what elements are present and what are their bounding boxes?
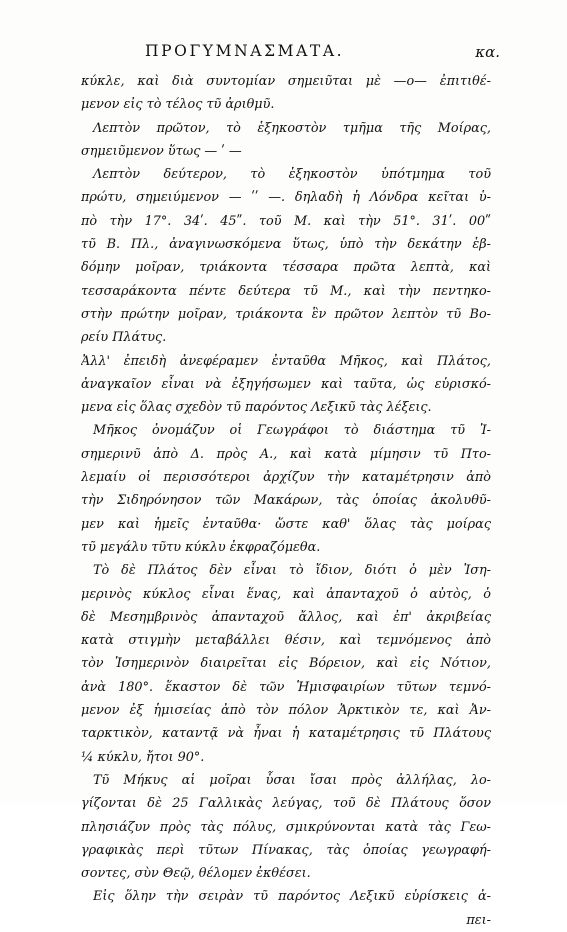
paragraph — [81, 559, 491, 769]
running-title: ΠΡΟΓΥΜΝΑΣΜΑΤΑ. — [145, 42, 345, 60]
text-line: μεν καὶ ἡμεῖς ἐνταῦθα· ὥστε καθ' ὅλας τὰς μοίρας — [81, 516, 491, 532]
page-number: κα. — [475, 43, 500, 61]
paragraph — [81, 163, 491, 349]
text-line: ἀνὰ 180°. ἕκαστον δὲ τῶν Ἡμισφαιρίων τῦτων τεμνό- — [81, 679, 491, 695]
text-line: τεσσαράκοντα πέντε δεύτερα τῦ Μ., καὶ τὴν πεντηκο- — [81, 283, 491, 299]
text-line: ρείυ Πλάτυς. — [81, 330, 167, 346]
text-line: σημειῦμενον ὕτως — ʹ — — [81, 143, 242, 159]
text-line: Τῦ Μήκυς αἱ μοῖραι ὗσαι ἴσαι πρὸς ἀλλήλας, λο- — [93, 772, 491, 788]
text-line: Τὸ δὲ Πλάτος δὲν εἶναι τὸ ἴδιον, διότι ὁ μὲν Ἰση- — [93, 563, 491, 579]
text-line: σοντες, σὺν Θεῷ, θέλομεν ἐκθέσει. — [81, 866, 311, 882]
text-line: πρώτυ, σημειύμενον — ʹʹ —. δηλαδὴ ἡ Λόνδρα κεῖται ὑ- — [81, 190, 491, 206]
text-line: τὸν Ἰσημερινὸν διαιρεῖται εἰς Βόρειον, καὶ εἰς Νότιον, — [81, 656, 491, 672]
text-line: Λεπτὸν δεύτερον, τὸ ἑξηκοστὸν ὑπότμημα τοῦ — [93, 167, 491, 183]
paragraph — [81, 885, 491, 932]
text-line: πλησιάζυν πρὸς τὰς πόλυς, σμικρύνονται κατὰ τὰς Γεω- — [81, 819, 491, 835]
text-line: ἀναγκαῖον εἶναι νὰ ἐξηγήσωμεν καὶ ταῦτα, ὡς εὑρισκό- — [81, 376, 491, 392]
text-line: Εἰς ὅλην τὴν σειρὰν τῦ παρόντος Λεξικῦ εὑρίσκεις ἀ- — [93, 889, 491, 905]
text-line: γραφικὰς περὶ τῦτων Πίνακας, τὰς ὁποίας γεωγραφή- — [81, 842, 491, 858]
text-line: Λεπτὸν πρῶτον, τὸ ἑξηκοστὸν τμῆμα τῆς Μοίρας, — [93, 120, 491, 136]
text-line: πὸ τὴν 17°. 34ʹ. 45ʺ. τοῦ Μ. καὶ τὴν 51°. 31ʹ. 00ʺ — [81, 213, 491, 229]
text-line: λεμαίυ οἱ περισσότεροι ἀρχίζυν τὴν καταμέτρησιν ἀπὸ — [81, 470, 491, 486]
text-line: κύκλε, καὶ διὰ συντομίαν σημειῦται μὲ —ο— ἐπιτιθέ- — [81, 74, 491, 89]
text-line: τῦ μεγάλυ τῦτυ κύκλυ ἐκφραζόμεθα. — [81, 539, 321, 555]
paragraph — [81, 70, 491, 117]
text-line: μενον ἐξ ἡμισείας ἀπὸ τὸν πόλον Ἀρκτικὸν τε, καὶ Ἀν- — [81, 703, 491, 719]
text-line: Μῆκος ὀνομάζυν οἱ Γεωγράφοι τὸ διάστημα τῦ Ἰ- — [93, 423, 491, 439]
paragraph — [81, 769, 491, 885]
text-line: μερινὸς κύκλος εἶναι ἕνας, καὶ ἀπανταχοῦ ὁ αὐτὸς, ὁ — [81, 586, 491, 602]
text-line: μενα εἰς ὅλας σχεδὸν τῦ παρόντος Λεξικῦ τὰς λέξεις. — [81, 400, 432, 416]
text-line: μενον εἰς τὸ τέλος τῦ ἀριθμῦ. — [81, 97, 275, 113]
text-line: δόμην μοῖραν, τριάκοντα τέσσαρα πρῶτα λεπτὰ, καὶ — [81, 260, 491, 276]
page-header — [60, 42, 500, 66]
text-line: σημερινῦ ἀπὸ Δ. πρὸς Α., καὶ κατὰ μίμησιν τῦ Πτο- — [81, 446, 491, 462]
text-line: ¼ κύκλυ, ἤτοι 90°. — [81, 749, 205, 765]
paragraph — [81, 350, 491, 420]
text-line: δὲ Μεσημβρινὸς ἀπανταχοῦ ἄλλος, καὶ ἐπ' ἀκριβείας — [81, 609, 491, 625]
catchword: πει- — [466, 912, 491, 928]
text-line: τὴν Σιδηρόνησον τῶν Μακάρων, τὰς ὁποίας ἀκολυθῦ- — [81, 493, 491, 509]
paragraph — [81, 117, 491, 164]
text-line: στὴν πρώτην μοῖραν, τριάκοντα ἓν πρῶτον λεπτὸν τῦ Βο- — [81, 306, 491, 322]
text-line: ταρκτικὸν, καταντᾷ νὰ ἦναι ἡ καταμέτρησις τῦ Πλάτους — [81, 726, 491, 742]
text-line: τῦ Β. Πλ., ἀναγινωσκόμενα ὕτως, ὑπὸ τὴν δεκάτην ἑβ- — [81, 237, 491, 253]
text-line: Ἀλλ' ἐπειδὴ ἀνεφέραμεν ἐνταῦθα Μῆκος, καὶ Πλάτος, — [81, 353, 491, 369]
text-line: κατὰ στιγμὴν μεταβάλλει θέσιν, καὶ τεμνόμενος ἀπὸ — [81, 633, 491, 649]
paragraph — [81, 419, 491, 559]
text-line: γίζονται δὲ 25 Γαλλικὰς λεύγας, τοῦ δὲ Πλάτους ὅσον — [81, 796, 491, 812]
